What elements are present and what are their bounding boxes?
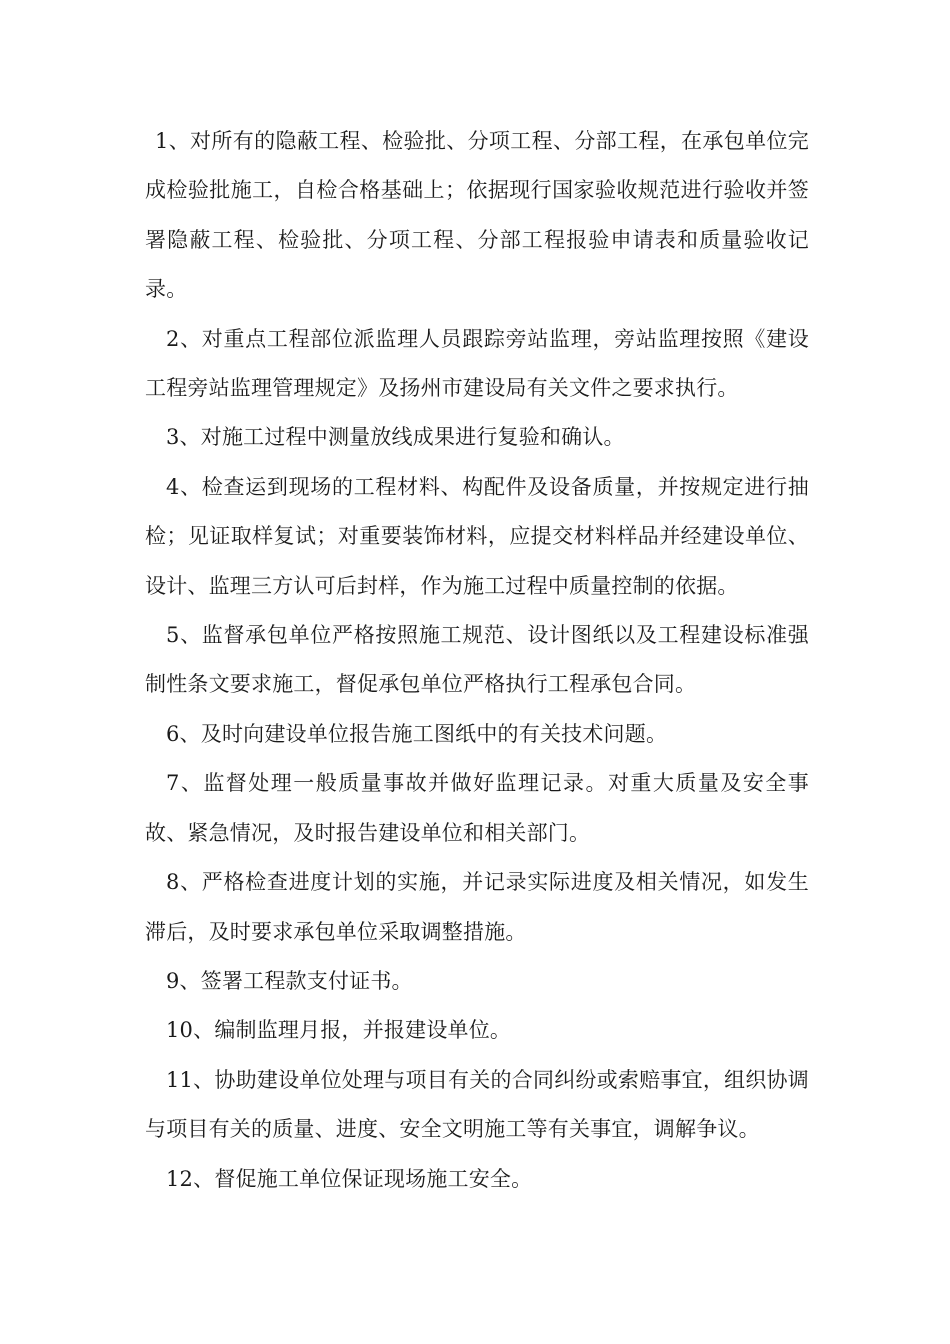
paragraph-item-6: 6、及时向建设单位报告施工图纸中的有关技术问题。: [166, 721, 668, 746]
document-body: [145, 117, 809, 1204]
paragraph-item-3: 3、对施工过程中测量放线成果进行复验和确认。: [166, 425, 625, 450]
paragraph-item-1: 1、对所有的隐蔽工程、检验批、分项工程、分部工程，在承包单位完成检验批施工，自检合格基础上；依据现行国家验收规范进行验收并签署隐蔽工程、检验批、分项工程、分部工程报验申请表和质量验收记录。: [145, 129, 809, 302]
paragraph-item-4: 4、检查运到现场的工程材料、构配件及设备质量，并按规定进行抽检；见证取样复试；对重要装饰材料，应提交材料样品并经建设单位、设计、监理三方认可后封样，作为施工过程中质量控制的依据。: [145, 474, 809, 598]
paragraph-item-9: 9、签署工程款支付证书。: [166, 968, 413, 993]
paragraph-item-10: 10、编制监理月报，并报建设单位。: [166, 1018, 512, 1043]
paragraph-item-11: 11、协助建设单位处理与项目有关的合同纠纷或索赔事宜，组织协调与项目有关的质量、进度、安全文明施工等有关事宜，调解争议。: [145, 1067, 809, 1142]
paragraph-item-7: 7、监督处理一般质量事故并做好监理记录。对重大质量及安全事故、紧急情况，及时报告建设单位和相关部门。: [145, 771, 809, 845]
paragraph-item-12: 12、督促施工单位保证现场施工安全。: [166, 1166, 533, 1191]
paragraph-item-8: 8、严格检查进度计划的实施，并记录实际进度及相关情况，如发生滞后，及时要求承包单位采取调整措施。: [145, 870, 809, 944]
paragraph-item-5: 5、监督承包单位严格按照施工规范、设计图纸以及工程建设标准强制性条文要求施工，督促承包单位严格执行工程承包合同。: [145, 623, 809, 697]
paragraph-item-2: 2、对重点工程部位派监理人员跟踪旁站监理，旁站监理按照《建设工程旁站监理管理规定》及扬州市建设局有关文件之要求执行。: [145, 326, 809, 401]
